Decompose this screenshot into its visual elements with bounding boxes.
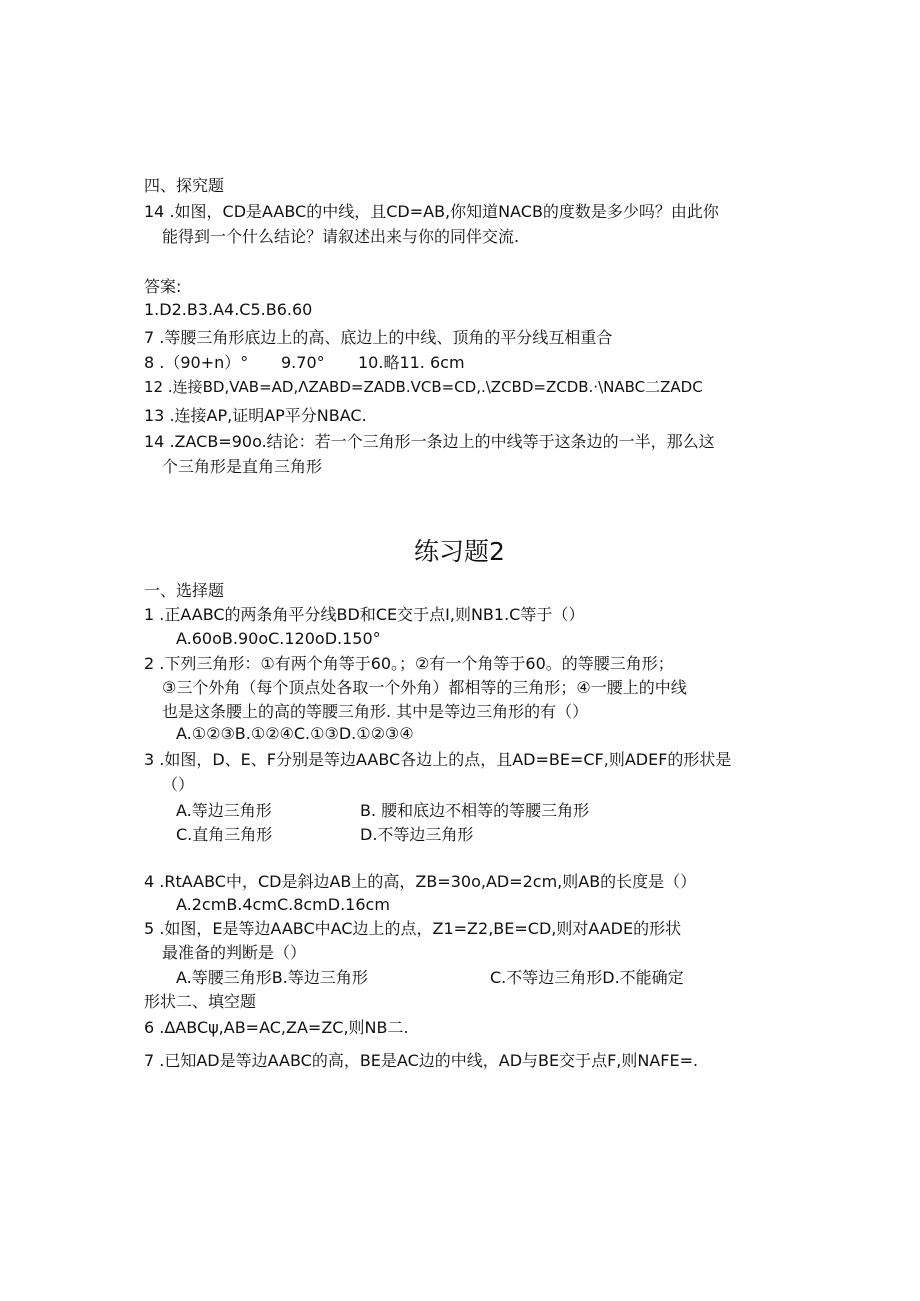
answers-line-12: 12 .连接BD,VAB=AD,ΛZABD=ZADB.VCB=CD,.\ZCBD=ZCDB.·\NABC二ZADC [144, 378, 703, 396]
question-3-option-c: C.直角三角形 [176, 825, 273, 844]
question-3-line1: 3 .如图，D、E、F分别是等边AABC各边上的点，且AD=BE=CF,则ADEF的形状是 [144, 750, 732, 769]
question-5-option-cd: C.不等边三角形D.不能确定 [490, 968, 684, 987]
question-3-option-a: A.等边三角形 [176, 801, 272, 820]
page-title: 练习题2 [414, 537, 505, 566]
answers-line-13: 13 .连接AP,证明AP平分NBAC. [144, 406, 367, 425]
question-2-line3: 也是这条腰上的高的等腰三角形. 其中是等边三角形的有（） [162, 702, 589, 721]
question-2-options: A.①②③B.①②④C.①③D.①②③④ [176, 724, 414, 743]
question-7: 7 .已知AD是等边AABC的高，BE是AC边的中线，AD与BE交于点F,则NAFE=. [144, 1051, 699, 1070]
question-1: 1 .正AABC的两条角平分线BD和CE交于点I,则NB1.C等于（） [144, 605, 585, 624]
answers-line-10: 10.略11. 6cm [358, 353, 465, 372]
question-3-option-b: B. 腰和底边不相等的等腰三角形 [360, 801, 590, 820]
question-2-line2: ③三个外角（每个顶点处各取一个外角）都相等的三角形；④一腰上的中线 [162, 678, 687, 697]
question-1-options: A.60oB.90oC.120oD.150° [176, 629, 381, 648]
question-4-options: A.2cmB.4cmC.8cmD.16cm [176, 895, 390, 914]
answers-line-1: 1.D2.B3.A4.C5.B6.60 [144, 300, 313, 319]
answers-label: 答案: [144, 277, 182, 296]
section4-heading: 四、探究题 [144, 176, 225, 195]
question-2-line1: 2 .下列三角形：①有两个角等于60。；②有一个角等于60。的等腰三角形； [144, 654, 674, 673]
question-14-line1: 14 .如图，CD是AABC的中线，且CD=AB,你知道NACB的度数是多少吗？由此你 [144, 202, 719, 221]
question-5-line1: 5 .如图，E是等边AABC中AC边上的点，Z1=Z2,BE=CD,则对AADE的形状 [144, 919, 682, 938]
question-5-option-ab: A.等腰三角形B.等边三角形 [176, 968, 368, 987]
answers-line-7: 7 .等腰三角形底边上的高、底边上的中线、顶角的平分线互相重合 [144, 328, 613, 347]
question-5-line2: 最准备的判断是（） [162, 943, 307, 962]
answers-line-14a: 14 .ZACB=90o.结论：若一个三角形一条边上的中线等于这条边的一半，那么这 [144, 432, 715, 451]
question-14-line2: 能得到一个什么结论？请叙述出来与你的同伴交流. [162, 227, 520, 246]
answers-line-9: 9.70° [281, 353, 325, 372]
section1-heading: 一、选择题 [144, 581, 225, 600]
question-4: 4 .RtAABC中，CD是斜边AB上的高，ZB=30o,AD=2cm,则AB的长度是（） [144, 872, 697, 891]
question-3-line2: （） [162, 775, 195, 794]
question-3-option-d: D.不等边三角形 [360, 825, 474, 844]
section2-heading: 形状二、填空题 [144, 992, 257, 1011]
question-6: 6 .ΔABCψ,AB=AC,ZA=ZC,则NB二. [144, 1018, 409, 1037]
answers-line-14b: 个三角形是直角三角形 [162, 457, 323, 476]
answers-line-8: 8 .（90+n）° [144, 353, 249, 372]
